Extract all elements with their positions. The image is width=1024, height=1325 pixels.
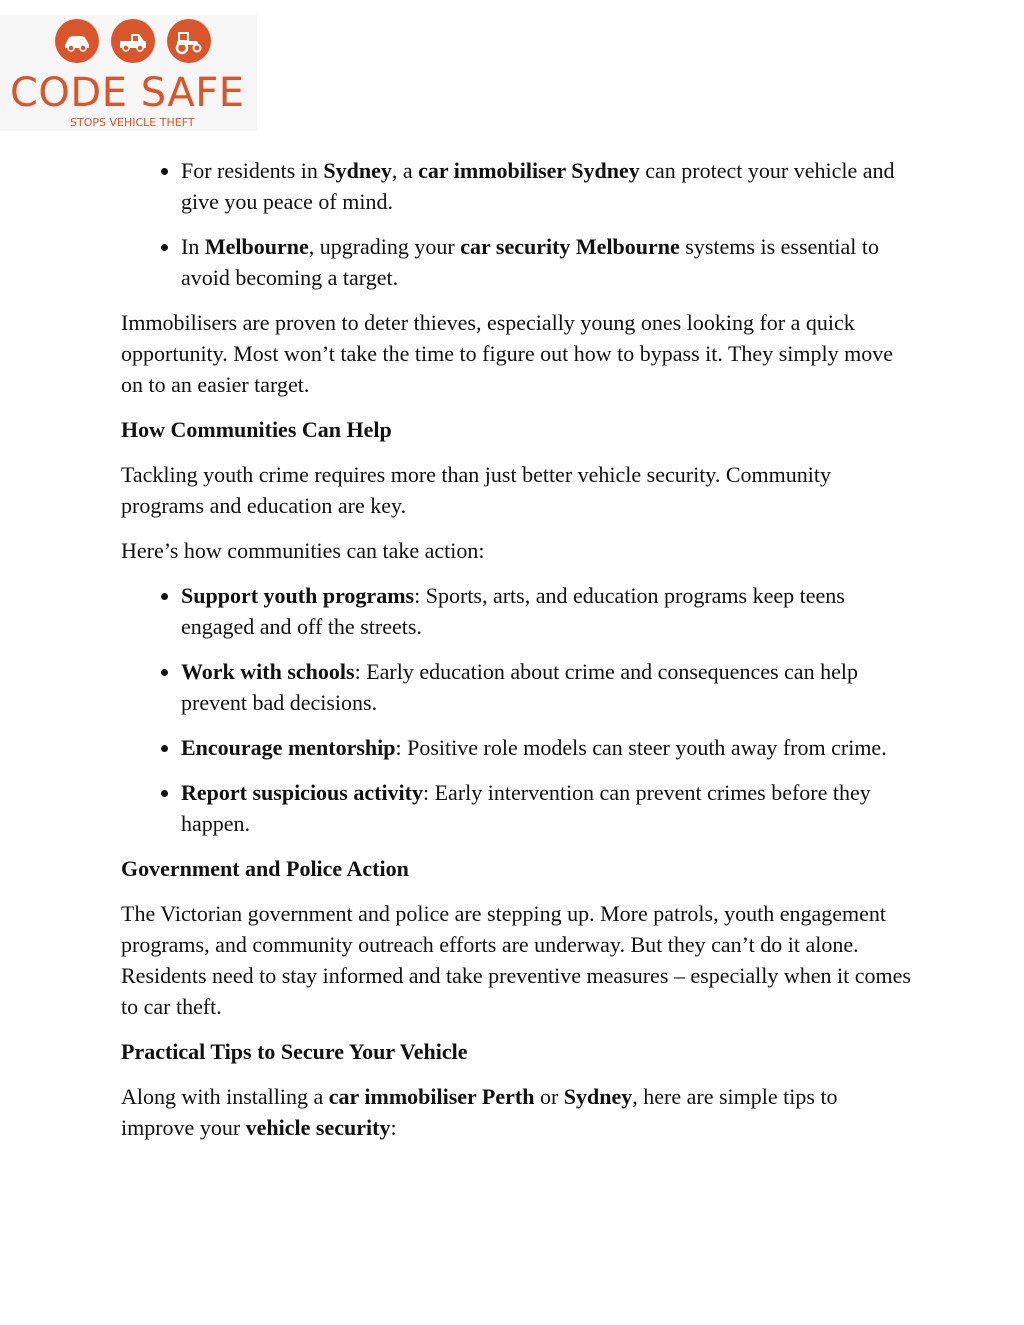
list-item <box>181 732 911 763</box>
bold-run: Sydney <box>563 1084 633 1109</box>
bold-run: Report suspicious activity <box>181 780 423 805</box>
bold-run: car immobiliser Perth <box>328 1084 535 1109</box>
bold-run: Melbourne <box>204 234 309 259</box>
bold-run: Sydney <box>323 158 392 183</box>
car-icon <box>55 19 99 63</box>
article-body <box>121 155 911 1157</box>
logo-icons <box>55 19 215 67</box>
text-run: can protect your vehicle and give you peace of mind. <box>181 158 895 214</box>
text-run: or <box>534 1084 564 1109</box>
list-item <box>181 580 911 642</box>
bold-run: car security Melbourne <box>460 234 680 259</box>
bold-run: Work with schools <box>181 659 355 684</box>
text-run: Along with installing a <box>121 1084 329 1109</box>
text-run: , upgrading your <box>308 234 461 259</box>
list-item <box>181 656 911 718</box>
code-safe-logo <box>0 15 257 131</box>
logo-tagline: STOPS VEHICLE THEFT <box>70 116 195 129</box>
text-run: , a <box>391 158 419 183</box>
text-run: In <box>181 234 205 259</box>
heading-government: Government and Police Action <box>121 856 409 881</box>
list-item <box>181 155 911 217</box>
text-run: : Early intervention can prevent crimes before they happen. <box>181 780 871 836</box>
bold-run: car immobiliser Sydney <box>418 158 640 183</box>
paragraph-immobilisers: Immobilisers are proven to deter thieves, especially young ones looking for a quick opportunity. Most won’t take the time to figure out how to bypass it. They simply move on to an easier target. <box>121 310 893 397</box>
text-run: : Sports, arts, and education programs keep teens engaged and off the streets. <box>181 583 845 639</box>
text-run: For residents in <box>181 158 324 183</box>
paragraph-tips <box>121 1081 911 1143</box>
tractor-icon <box>167 19 211 63</box>
text-run: : Positive role models can steer youth away from crime. <box>395 735 887 760</box>
bold-run: vehicle security <box>245 1115 391 1140</box>
list-item <box>181 777 911 839</box>
paragraph-government: The Victorian government and police are stepping up. More patrols, youth engagement programs, and community outreach efforts are underway. But they can’t do it alone. Residents need to stay informed and take preventive measures – especially when it comes to car theft. <box>121 901 911 1019</box>
bold-run: Encourage mentorship <box>181 735 396 760</box>
list-item <box>181 231 911 293</box>
community-bullet-list <box>121 580 911 839</box>
heading-communities: How Communities Can Help <box>121 417 392 442</box>
bold-run: Support youth programs <box>181 583 415 608</box>
top-bullet-list <box>121 155 911 293</box>
heading-tips: Practical Tips to Secure Your Vehicle <box>121 1039 468 1064</box>
text-run: : Early education about crime and consequences can help prevent bad decisions. <box>181 659 858 715</box>
text-run: , here are simple tips to improve your <box>121 1084 838 1140</box>
paragraph-heres-how: Here’s how communities can take action: <box>121 538 485 563</box>
text-run: systems is essential to avoid becoming a target. <box>181 234 880 290</box>
ute-icon <box>111 19 155 63</box>
paragraph-tackling: Tackling youth crime requires more than just better vehicle security. Community programs and education are key. <box>121 462 832 518</box>
logo-wordmark: CODE SAFE <box>10 70 245 116</box>
text-run: : <box>390 1115 397 1140</box>
